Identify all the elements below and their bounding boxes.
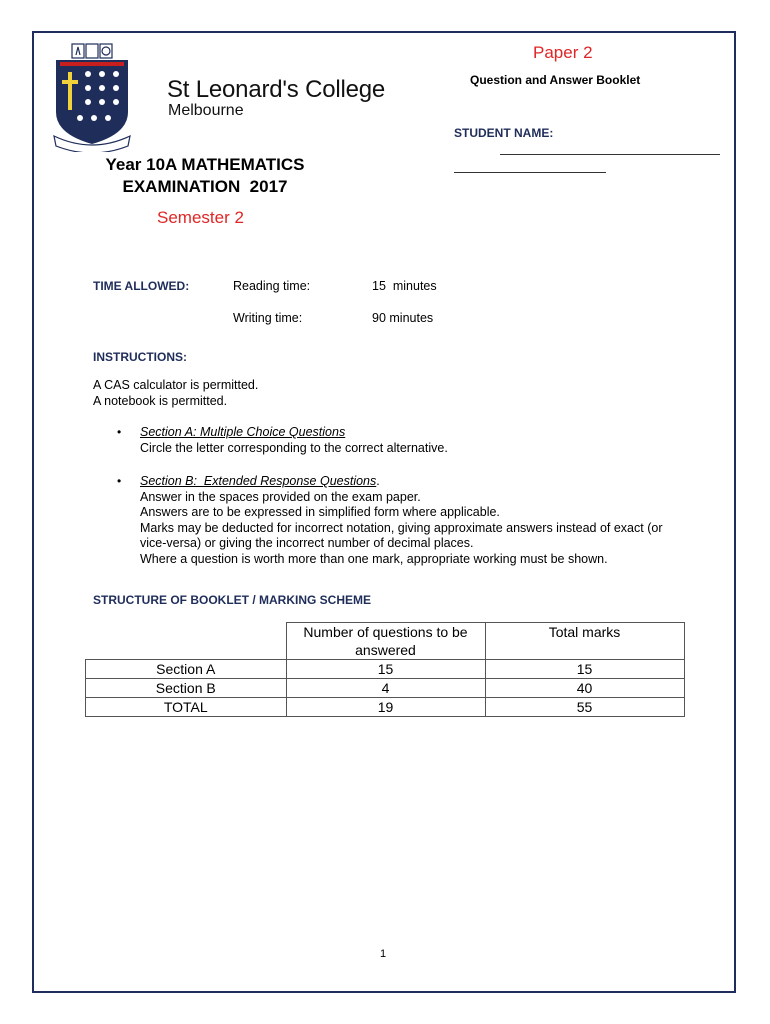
reading-time-label: Reading time: bbox=[233, 279, 311, 293]
writing-time-value: 90 minutes bbox=[372, 311, 434, 325]
college-city: Melbourne bbox=[168, 102, 244, 119]
booklet-label: Question and Answer Booklet bbox=[470, 73, 641, 87]
bullet-icon: • bbox=[117, 425, 122, 439]
section-a-instructions bbox=[140, 425, 720, 456]
section-b-line: Where a question is worth more than one mark, appropriate working must be shown. bbox=[140, 551, 608, 566]
exam-title-line2: EXAMINATION 2017 bbox=[122, 177, 288, 196]
table-row bbox=[86, 698, 685, 717]
section-b-title-row: Section B: Extended Response Questions. bbox=[140, 474, 380, 488]
writing-time-label: Writing time: bbox=[233, 311, 303, 325]
instructions-label: INSTRUCTIONS: bbox=[93, 350, 187, 364]
row-questions: 15 bbox=[286, 660, 485, 679]
page-number: 1 bbox=[380, 948, 387, 960]
row-name: TOTAL bbox=[86, 698, 287, 717]
marks-header: Total marks bbox=[485, 623, 684, 660]
semester-label: Semester 2 bbox=[157, 208, 244, 227]
section-b-title: Section B: Extended Response Questions bbox=[140, 474, 377, 488]
section-a-title: Section A: Multiple Choice Questions bbox=[140, 425, 346, 439]
table-row bbox=[86, 679, 685, 698]
college-crest-icon bbox=[50, 42, 134, 152]
instructions-text bbox=[93, 377, 258, 409]
instruction-line: A CAS calculator is permitted. bbox=[93, 378, 259, 392]
student-name-label: STUDENT NAME: bbox=[454, 126, 554, 140]
row-name: Section B bbox=[86, 679, 287, 698]
table-row bbox=[86, 660, 685, 679]
time-allowed-label: TIME ALLOWED: bbox=[93, 279, 190, 293]
row-questions: 4 bbox=[286, 679, 485, 698]
section-b-line: Answer in the spaces provided on the exam paper. bbox=[140, 489, 421, 504]
marking-scheme-table bbox=[85, 622, 685, 717]
structure-label: STRUCTURE OF BOOKLET / MARKING SCHEME bbox=[93, 593, 371, 607]
exam-title-line1: Year 10A MATHEMATICS bbox=[105, 155, 305, 174]
table-header-row bbox=[86, 623, 685, 660]
row-name: Section A bbox=[86, 660, 287, 679]
instruction-line: A notebook is permitted. bbox=[93, 394, 228, 408]
questions-header-line2: answered bbox=[355, 642, 416, 658]
paper-label: Paper 2 bbox=[533, 43, 593, 62]
row-marks: 40 bbox=[485, 679, 684, 698]
questions-header bbox=[286, 623, 485, 660]
row-marks: 55 bbox=[485, 698, 684, 717]
section-b-line: Answers are to be expressed in simplified form where applicable. bbox=[140, 505, 500, 519]
section-b-line: vice-versa) or giving the incorrect number of decimal places. bbox=[140, 536, 474, 550]
section-a-line: Circle the letter corresponding to the correct alternative. bbox=[140, 440, 448, 455]
student-name-line[interactable] bbox=[500, 154, 720, 155]
section-b-line: Marks may be deducted for incorrect notation, giving approximate answers instead of exact (or bbox=[140, 520, 663, 535]
row-questions: 19 bbox=[286, 698, 485, 717]
college-name: St Leonard's College bbox=[167, 76, 386, 103]
row-marks: 15 bbox=[485, 660, 684, 679]
exam-title bbox=[80, 154, 330, 198]
questions-header-line1: Number of questions to be bbox=[303, 624, 468, 640]
section-b-instructions bbox=[140, 474, 720, 567]
bullet-icon: • bbox=[117, 474, 122, 488]
student-name-line-2[interactable] bbox=[454, 172, 606, 173]
reading-time-value: 15 minutes bbox=[372, 279, 437, 293]
table-corner bbox=[86, 623, 287, 660]
